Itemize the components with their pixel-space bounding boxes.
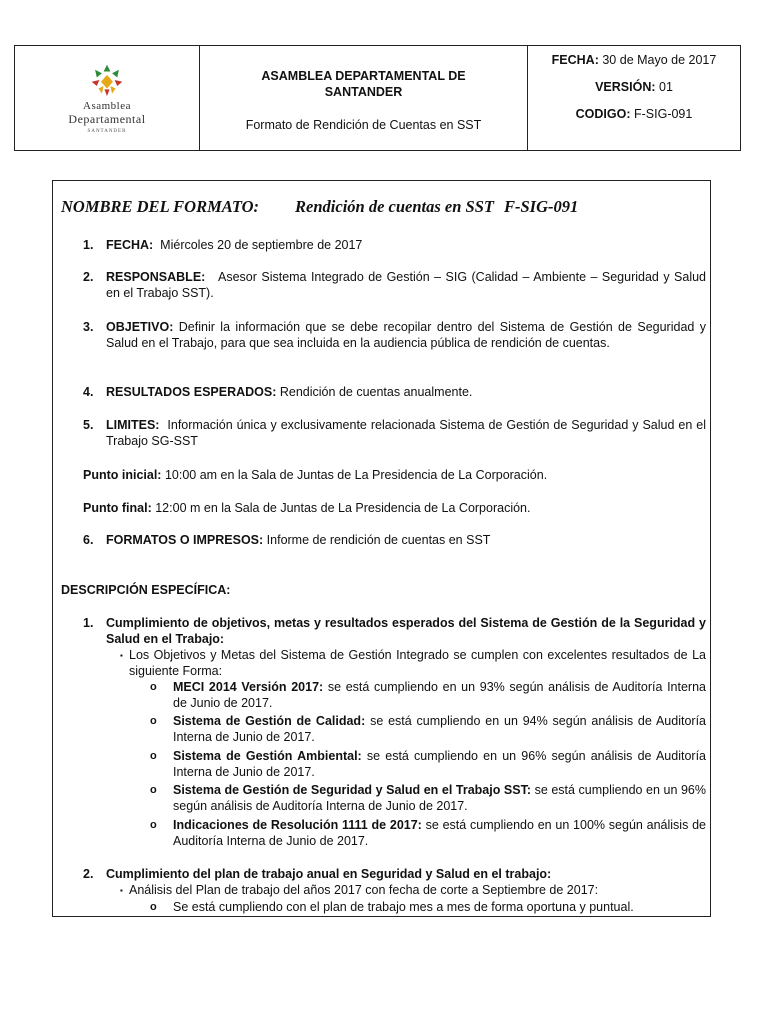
sub-item-plan: Se está cumpliendo con el plan de trabajo mes a mes de forma oportuna y puntual.	[173, 900, 634, 914]
item-fecha: FECHA: Miércoles 20 de septiembre de 2017	[106, 238, 363, 252]
logo-text-santander: SANTANDER	[87, 128, 127, 134]
fecha-row	[528, 53, 740, 67]
codigo-label: CODIGO:	[575, 107, 631, 121]
fecha-value: 30 de Mayo de 2017	[602, 53, 717, 67]
item-number: 5.	[83, 418, 94, 432]
desc-title-plan: Cumplimiento del plan de trabajo anual en Seguridad y Salud en el trabajo:	[106, 867, 552, 881]
document-body	[52, 180, 711, 917]
title-cell	[200, 46, 528, 150]
item-number: 6.	[83, 533, 94, 547]
fecha-label: FECHA:	[551, 53, 599, 67]
sub-bullet-icon: o	[150, 715, 157, 727]
desc-title-objetivos: Cumplimiento de objetivos, metas y resultados esperados del Sistema de Gestión de la Seguridad y Salud en el Trabajo:	[106, 616, 706, 646]
item-number: 1.	[83, 238, 94, 252]
sub-bullet-icon: o	[150, 750, 157, 762]
meta-cell	[528, 46, 740, 150]
sub-bullet-icon: o	[150, 819, 157, 831]
bullet-icon: ▪	[120, 886, 123, 895]
codigo-row	[528, 107, 740, 121]
bullet-icon: ▪	[120, 651, 123, 660]
version-label: VERSIÓN:	[595, 80, 656, 94]
item-number: 3.	[83, 320, 94, 334]
sub-item-sst: Sistema de Gestión de Seguridad y Salud en el Trabajo SST: se está cumpliendo en un 96% según análisis de Auditoría Interna de Junio de 2017.	[173, 783, 706, 813]
desc-number: 2.	[83, 867, 94, 881]
format-name-value: Rendición de cuentas en SST	[295, 197, 494, 216]
item-formatos: FORMATOS O IMPRESOS: Informe de rendición de cuentas en SST	[106, 533, 491, 547]
item-objetivo: OBJETIVO: Definir la información que se debe recopilar dentro del Sistema de Gestión de Seguridad y Salud en el Trabajo, para que sea incluida en la audiencia pública de rendición de cuentas.	[106, 320, 706, 350]
sub-item-meci: MECI 2014 Versión 2017: se está cumpliendo en un 93% según análisis de Auditoría Interna de Junio de 2017.	[173, 680, 706, 710]
item-resultados: RESULTADOS ESPERADOS: Rendición de cuentas anualmente.	[106, 385, 473, 399]
format-title: Formato de Rendición de Cuentas en SST	[245, 118, 482, 132]
format-name-label: NOMBRE DEL FORMATO:	[61, 197, 260, 216]
version-row	[528, 80, 740, 94]
logo-text-asamblea: Asamblea	[83, 99, 131, 112]
sub-item-ambiental: Sistema de Gestión Ambiental: se está cumpliendo en un 96% según análisis de Auditoría Interna de Junio de 2017.	[173, 749, 706, 779]
sub-bullet-icon: o	[150, 784, 157, 796]
item-number: 4.	[83, 385, 94, 399]
sub-item-resolucion: Indicaciones de Resolución 1111 de 2017: se está cumpliendo en un 100% según análisis de Auditoría Interna de Junio de 2017.	[173, 818, 706, 848]
desc-bullet-objetivos: Los Objetivos y Metas del Sistema de Gestión Integrado se cumplen con excelentes resultados de La siguiente Forma:	[129, 648, 706, 678]
asamblea-logo-icon	[90, 63, 124, 97]
format-name-line	[61, 197, 578, 217]
sub-bullet-icon: o	[150, 681, 157, 693]
item-limites: LIMITES: Información única y exclusivamente relacionada Sistema de Gestión de Seguridad y Salud en el Trabajo SG-SST	[106, 418, 706, 448]
desc-number: 1.	[83, 616, 94, 630]
codigo-value: F-SIG-091	[633, 107, 693, 121]
logo-text-departamental: Departamental	[68, 111, 146, 126]
item-responsable: RESPONSABLE: Asesor Sistema Integrado de Gestión – SIG (Calidad – Ambiente – Seguridad y Salud en el Trabajo SST).	[106, 270, 706, 300]
sub-item-calidad: Sistema de Gestión de Calidad: se está cumpliendo en un 94% según análisis de Auditoría Interna de Junio de 2017.	[173, 714, 706, 744]
item-number: 2.	[83, 270, 94, 284]
format-name-code: F-SIG-091	[503, 197, 579, 216]
section-title-descripcion: DESCRIPCIÓN ESPECÍFICA:	[61, 583, 231, 597]
document-header	[14, 45, 741, 151]
desc-bullet-plan: Análisis del Plan de trabajo del años 2017 con fecha de corte a Septiembre de 2017:	[129, 883, 599, 897]
version-value: 01	[659, 80, 673, 94]
punto-inicial: Punto inicial: 10:00 am en la Sala de Juntas de La Presidencia de La Corporación.	[83, 468, 548, 482]
logo-cell	[15, 46, 200, 150]
organization-name: ASAMBLEA DEPARTAMENTAL DE SANTANDER	[261, 69, 466, 99]
sub-bullet-icon: o	[150, 901, 157, 913]
punto-final: Punto final: 12:00 m en la Sala de Juntas de La Presidencia de La Corporación.	[83, 501, 531, 515]
